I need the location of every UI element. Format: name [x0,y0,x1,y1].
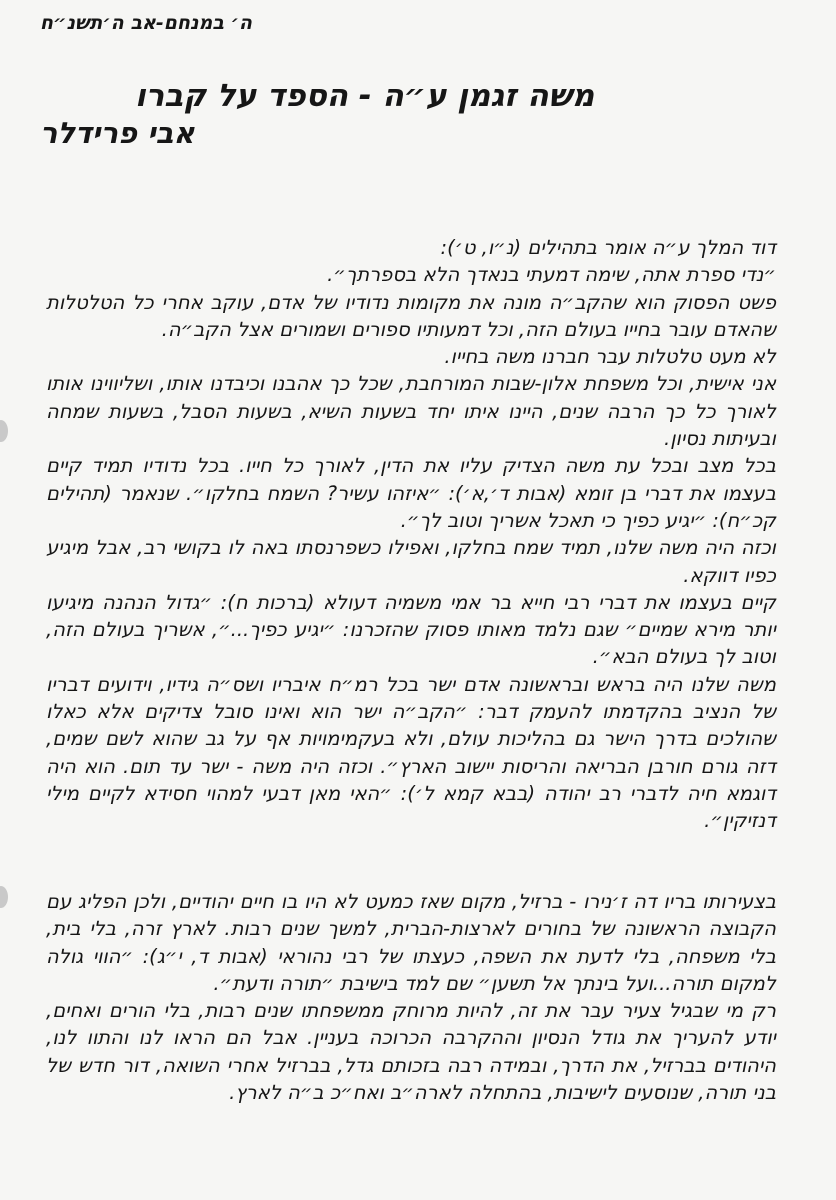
body-section-1 [46,234,776,835]
body-paragraph: וכזה היה משה שלנו, תמיד שמח בחלקו, ואפילו כשפרנסתו באה לו בקושי רב, אבל מיגיע כפיו דווקא. [46,536,776,587]
body-paragraph: רק מי שבגיל צעיר עבר את זה, להיות מרוחק ממשפחתו שנים רבות, בלי הורים ואחים, יודע להעריך את גודל הנסיון וההקרבה הכרוכה בעניין. אבל הם הראו לנו והתוו לנו, היהודים בברזיל, את הדרך, ובמידה רבה בזכותם גדל, בברזיל אחרי השואה, דור חדש של בני תורה, שנוסעים לישיבות, בהתחלה לארה״ב ואח״כ ב״ה לארץ. [46,999,776,1105]
body-paragraph: דוד המלך ע״ה אומר בתהילים (נ״ו, ט׳): [440,236,776,259]
document-title: משה זגמן ע״ה - הספד על קברו [135,78,595,114]
body-paragraph: בצעירותו בריו דה ז׳נירו - ברזיל, מקום שאז כמעט לא היו בו חיים יהודיים, ולכן הפליג עם הקבוצה הראשונה של בחורים לארצות-הברית, למשך שנים רבות. לארץ זרה, בלי בית, בלי משפחה, בלי לדעת את השפה, כעצתו של רבי נהוראי (אבות ד, י״ג): ״הווי גולה למקום תורה...ועל בינתך אל תשען״ שם למד בישיבת ״תורה ודעת״. [46,890,776,995]
body-paragraph: משה שלנו היה בראש ובראשונה אדם ישר בכל רמ״ח איבריו ושס״ה גידיו, וידועים דבריו של הנציב בהקדמתו להעמק דבר: ״הקב״ה ישר הוא ואינו סובל צדיקים אלא כאלו שהולכים בדרך הישר גם בהליכות עולם, ולא בעקמימויות אף על גב שהוא לשם שמים, דזה גורם חורבן הבריאה והריסות יישוב הארץ״. וכזה היה משה - ישר עד תום. הוא היה דוגמא חיה לדברי רב יהודה (בבא קמא ל׳): ״האי מאן דבעי למהוי חסידא לקיים מילי דנזיקין״. [46,672,776,833]
body-paragraph: ״נדי ספרת אתה, שימה דמעתי בנאדך הלא בספרתך״. [327,263,776,287]
author-name: אבי פרידלר [40,116,195,150]
body-paragraph: לא מעט טלטלות עבר חברנו משה בחייו. [444,345,776,369]
body-paragraph: בכל מצב ובכל עת משה הצדיק עליו את הדין, לאורך כל חייו. בכל נדודיו תמיד קיים בעצמו את דברי בן זומא (אבות ד׳,א׳): ״איזהו עשיר? השמח בחלקו״. שנאמר (תהילים קכ״ח): ״יגיע כפיך כי תאכל אשריך וטוב לך״. [46,454,776,532]
body-paragraph: אני אישית, וכל משפחת אלון-שבות המורחבת, שכל כך אהבנו וכיבדנו אותו, ושליווינו אותו לאורך כל כך הרבה שנים, היינו איתו יחד בשעות השיא, בשעות הסבל, בשעות שמחה ובעיתות נסיון. [46,372,776,451]
header-date: ה׳ במנחם-אב ה׳תשנ״ח [40,12,253,34]
body-paragraph: קיים בעצמו את דברי רבי חייא בר אמי משמיה דעולא (ברכות ח): ״גדול הנהנה מיגיעו יותר מירא שמיים״ שגם נלמד מאותו פסוק שהזכרנו: ״יגיע כפיך...״, אשריך בעולם הזה, וטוב לך בעולם הבא״. [46,590,776,669]
body-paragraph: פשט הפסוק הוא שהקב״ה מונה את מקומות נדודיו של אדם, עוקב אחרי כל הטלטלות שהאדם עובר בחייו בעולם הזה, וכל דמעותיו ספורים ושמורים אצל הקב״ה. [46,290,776,341]
body-section-2 [46,888,776,1106]
